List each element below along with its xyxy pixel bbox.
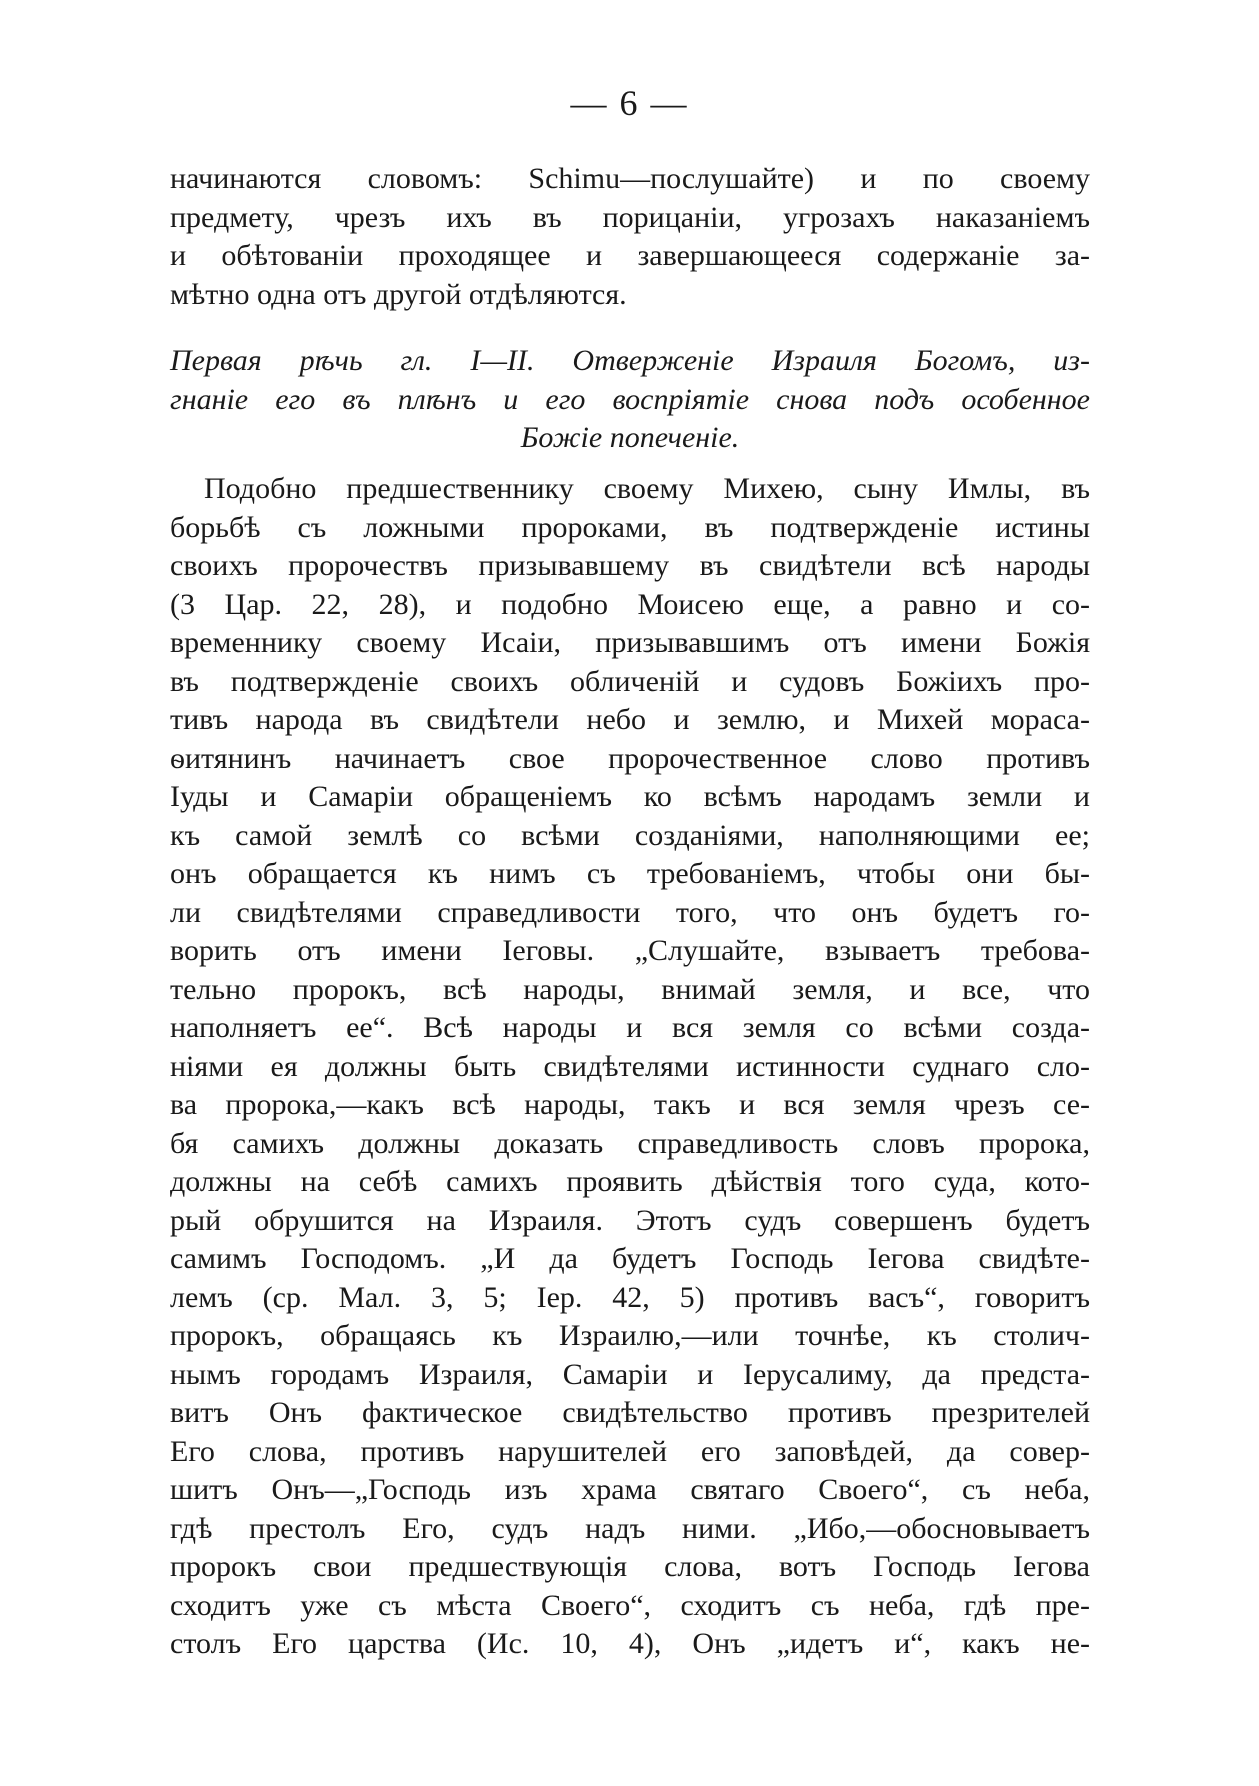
text-line: столъ Его царства (Ис. 10, 4), Онъ „идетъ и“, какъ не-	[170, 1627, 1090, 1660]
text-line: къ самой землѣ со всѣми созданіями, наполняющими ее;	[170, 818, 1090, 852]
text-line: сходитъ уже съ мѣста Своего“, сходитъ съ неба, гдѣ пре-	[170, 1588, 1090, 1622]
text-line: витъ Онъ фактическое свидѣтельство противъ презрителей	[170, 1396, 1090, 1429]
text-line: (3 Цар. 22, 28), и подобно Моисею еще, а равно и со-	[170, 587, 1090, 621]
body-paragraph	[170, 470, 1090, 1664]
text-line: и обѣтованіи проходящее и завершающееся содержаніе за-	[170, 239, 1090, 272]
text-line: мѣтно одна отъ другой отдѣляются.	[170, 277, 627, 311]
text-line: предмету, чрезъ ихъ въ порицаніи, угрозахъ наказаніемъ	[170, 200, 1090, 234]
text-line: Іуды и Самаріи обращеніемъ ко всѣмъ народамъ земли и	[170, 780, 1090, 813]
text-line: ли свидѣтелями справедливости того, что онъ будетъ го-	[170, 895, 1090, 929]
text-line: самимъ Господомъ. „И да будетъ Господь Іегова свидѣте-	[170, 1242, 1090, 1275]
page-number: — 6 —	[570, 83, 689, 123]
heading-line: Первая рѣчь гл. I—II. Отверженіе Израиля Богомъ, из-	[170, 344, 1090, 377]
text-line: борьбѣ съ ложными пророками, въ подтвержденіе истины	[170, 510, 1090, 544]
heading-line: Божіе попеченіе.	[520, 421, 740, 454]
text-line: тивъ народа въ свидѣтели небо и землю, и Михей мораса-	[170, 703, 1090, 736]
text-line: ніями ея должны быть свидѣтелями истинности суднаго сло-	[170, 1049, 1090, 1083]
text-line: пророкъ, обращаясь къ Израилю,—или точнѣе, къ столич-	[170, 1319, 1090, 1352]
text-line: ѳитянинъ начинаетъ свое пророчественное слово противъ	[170, 741, 1090, 775]
text-line: временнику своему Исаіи, призывавшимъ отъ имени Божія	[170, 626, 1090, 659]
text-line: начинаются словомъ: Schimu—послушайте) и по своему	[170, 162, 1090, 195]
heading-line: гнаніе его въ плѣнъ и его воспріятіе снова подъ особенное	[170, 382, 1090, 416]
text-line: шитъ Онъ—„Господь изъ храма святаго Своего“, съ неба,	[170, 1473, 1090, 1506]
text-line: пророкъ свои предшествующія слова, вотъ Господь Іегова	[170, 1550, 1090, 1583]
text-line: Подобно предшественнику своему Михею, сыну Имлы, въ	[204, 472, 1090, 505]
text-line: онъ обращается къ нимъ съ требованіемъ, чтобы они бы-	[170, 857, 1090, 890]
text-line: рый обрушится на Израиля. Этотъ судъ совершенъ будетъ	[170, 1203, 1090, 1237]
text-line: должны на себѣ самихъ проявить дѣйствія того суда, кото-	[170, 1165, 1090, 1198]
text-line: въ подтвержденіе своихъ обличеній и судовъ Божіихъ про-	[170, 664, 1090, 698]
text-line: бя самихъ должны доказать справедливость словъ пророка,	[170, 1126, 1090, 1160]
text-line: тельно пророкъ, всѣ народы, внимай земля, и все, что	[170, 972, 1090, 1006]
text-line: Его слова, противъ нарушителей его заповѣдей, да совер-	[170, 1434, 1090, 1468]
text-line: лемъ (ср. Мал. 3, 5; Іер. 42, 5) противъ васъ“, говоритъ	[170, 1280, 1090, 1314]
text-line: нымъ городамъ Израиля, Самаріи и Іерусалиму, да предста-	[170, 1357, 1090, 1391]
section-heading	[170, 342, 1090, 458]
text-line: ва пророка,—какъ всѣ народы, такъ и вся земля чрезъ се-	[170, 1088, 1090, 1121]
text-line: наполняетъ ее“. Всѣ народы и вся земля со всѣми созда-	[170, 1011, 1090, 1044]
text-line: ворить отъ имени Іеговы. „Слушайте, взываетъ требова-	[170, 934, 1090, 967]
intro-paragraph	[170, 160, 1090, 314]
text-line: гдѣ престолъ Его, судъ надъ ними. „Ибо,—обосновываетъ	[170, 1511, 1090, 1545]
text-line: своихъ пророчествъ призывавшему въ свидѣтели всѣ народы	[170, 549, 1090, 582]
